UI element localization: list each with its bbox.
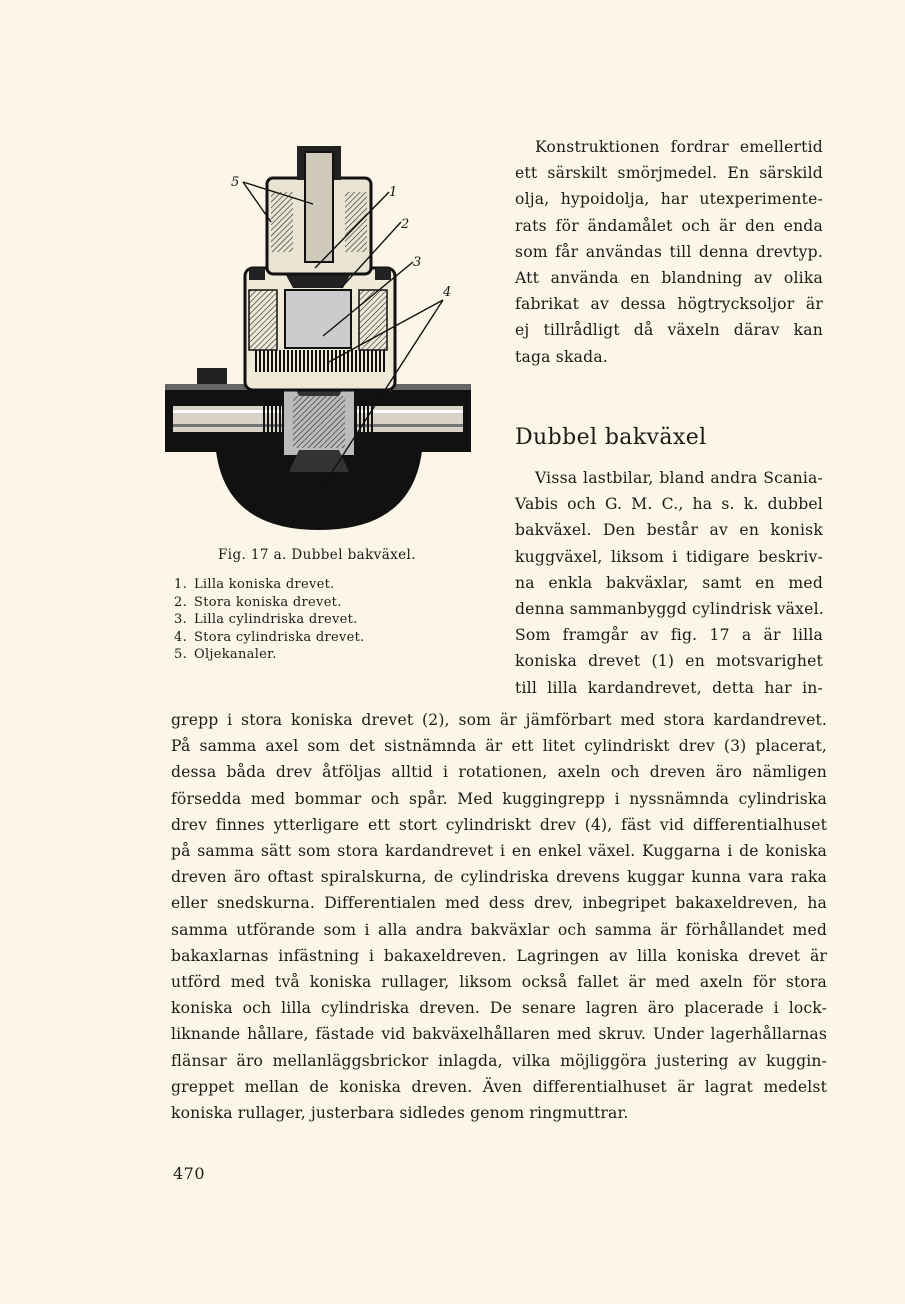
text-line: grepp i stora koniska drevet (2), som är jämförbart med stora kardandrevet.: [171, 711, 827, 729]
callout-1: 1: [389, 185, 398, 200]
text-line: samma utförande som i alla andra bakväxlar och samma är förhållandet med: [171, 920, 827, 939]
text-line: försedda med bommar och spår. Med kuggingrepp i nyssnämnda cylindriska: [171, 789, 827, 808]
text-line: bakväxel. Den består av en konisk: [515, 521, 823, 540]
legend-text: Stora koniska drevet.: [194, 594, 342, 610]
text-line: rats för ändamålet och är den enda: [515, 216, 823, 235]
text-line: Vabis och G. M. C., ha s. k. dubbel: [515, 495, 823, 514]
text-line: koniska rullager, justerbara sidledes genom ringmuttrar.: [171, 1104, 629, 1123]
text-line: greppet mellan de koniska dreven. Även differentialhuset är lagrat medelst: [171, 1077, 827, 1096]
legend-num: 3.: [174, 612, 188, 628]
text-line: koniska drevet (1) en motsvarighet: [515, 652, 823, 671]
paragraph-smorjmedel: [515, 134, 823, 370]
text-line: drev finnes ytterligare ett stort cylindriskt drev (4), fäst vid differentialhuset: [171, 815, 827, 834]
text-line: dessa båda drev åtföljas alltid i rotationen, axeln och dreven äro nämligen: [171, 763, 827, 782]
callout-2: 2: [401, 217, 410, 232]
legend-item: [174, 594, 474, 612]
paragraph-continuation: [171, 707, 827, 1126]
gear-diagram: [163, 140, 473, 532]
text-line: På samma axel som det sistnämnda är ett litet cylindriskt drev (3) placerat,: [171, 737, 827, 756]
text-line: na enkla bakväxlar, samt en med: [515, 573, 823, 592]
figure-dubbel-bakvaxel: [163, 140, 473, 532]
legend-num: 4.: [174, 629, 188, 645]
text-line: taga skada.: [515, 347, 608, 366]
text-line: på samma sätt som stora kardandrevet i en enkel växel. Kuggarna i de koniska: [171, 842, 827, 861]
figure-legend: [174, 576, 474, 664]
legend-text: Lilla cylindriska drevet.: [194, 612, 358, 628]
section-heading: Dubbel bakväxel: [515, 425, 707, 450]
legend-num: 5.: [174, 647, 188, 663]
text-line: till lilla kardandrevet, detta har in-: [515, 678, 823, 697]
legend-num: 2.: [174, 594, 188, 610]
legend-item: [174, 629, 474, 647]
text-line: eller snedskurna. Differentialen med dess drev, inbegripet bakaxeldreven, ha: [171, 894, 827, 913]
text-line: ej tillrådligt då växeln därav kan: [515, 321, 823, 340]
page-number: 470: [173, 1164, 206, 1183]
text-line: liknande hållare, fästade vid bakväxelhållaren med skruv. Under lagerhållarnas: [171, 1025, 827, 1044]
text-line: Vissa lastbilar, bland andra Scania-: [535, 469, 823, 487]
legend-num: 1.: [174, 577, 188, 592]
legend-text: Stora cylindriska drevet.: [194, 629, 365, 645]
callout-5: 5: [231, 175, 240, 190]
text-line: Att använda en blandning av olika: [515, 269, 823, 288]
text-line: utförd med två koniska rullager, liksom också fallet är med axeln för stora: [171, 973, 827, 992]
text-line: Konstruktionen fordrar emellertid: [535, 138, 823, 156]
callout-4: 4: [443, 285, 452, 300]
text-line: bakaxlarnas infästning i bakaxeldreven. Lagringen av lilla koniska drevet är: [171, 946, 827, 965]
text-line: ett särskilt smörjmedel. En särskild: [515, 164, 823, 183]
figure-caption: Fig. 17 a. Dubbel bakväxel.: [218, 547, 416, 563]
text-line: flänsar äro mellanläggsbrickor inlagda, vilka möjliggöra justering av kuggin-: [171, 1051, 827, 1070]
paragraph-dubbel-bakvaxel: [515, 465, 823, 701]
text-line: koniska och lilla cylindriska dreven. De senare lagren äro placerade i lock-: [171, 999, 827, 1018]
callout-3: 3: [413, 255, 422, 270]
legend-item: [174, 646, 474, 664]
legend-item: [174, 576, 474, 594]
text-line: dreven äro oftast spiralskurna, de cylindriska drevens kuggar kunna vara raka: [171, 868, 827, 887]
legend-text: Lilla koniska drevet.: [194, 577, 335, 592]
text-line: kuggväxel, liksom i tidigare beskriv-: [515, 547, 823, 566]
legend-text: Oljekanaler.: [194, 647, 277, 663]
legend-item: [174, 611, 474, 629]
text-line: fabrikat av dessa högtrycksoljor är: [515, 295, 823, 314]
text-line: olja, hypoidolja, har utexperimente-: [515, 190, 823, 209]
text-line: Som framgår av fig. 17 a är lilla: [515, 626, 823, 645]
text-line: som får användas till denna drevtyp.: [515, 242, 823, 261]
text-line: denna sammanbyggd cylindrisk växel.: [515, 600, 824, 619]
